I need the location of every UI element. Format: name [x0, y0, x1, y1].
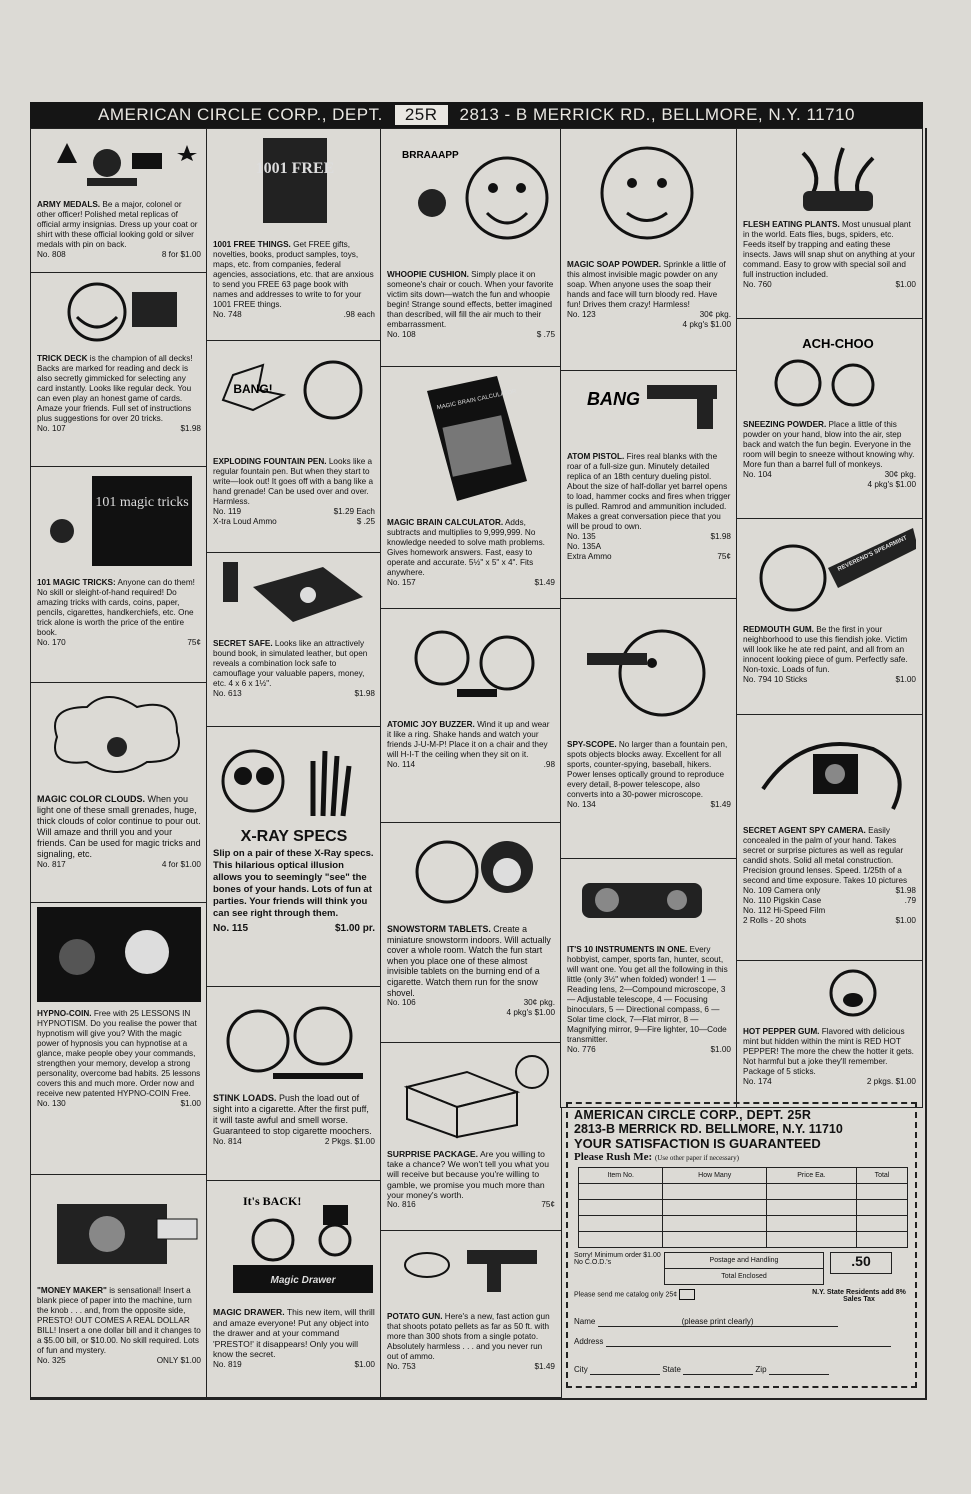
trick-deck-title: TRICK DECK	[37, 354, 88, 363]
snowstorm-title: SNOWSTORM TABLETS.	[387, 924, 491, 934]
magic-tricks-book-illustration	[37, 471, 201, 571]
soap-powder-illustration	[567, 133, 731, 253]
exploding-pen-illustration	[213, 345, 375, 450]
sneezing-powder-title: SNEEZING POWDER.	[743, 420, 827, 429]
order-form	[566, 1102, 917, 1388]
form-postage-value: .50	[830, 1252, 892, 1274]
form-state-label: State	[662, 1365, 681, 1374]
product-potato-gun	[380, 1230, 562, 1398]
product-hypno-coin	[30, 902, 208, 1176]
form-total-label: Total Enclosed	[665, 1269, 824, 1285]
magic-tricks-no: No. 170	[37, 638, 66, 647]
exploding-pen-art: BANG!	[233, 382, 273, 396]
sneezing-powder-text: Place a little of this powder on your hand, blow into the air, step back and watch the fun begin. Everyone in the room will begin to sneeze without knowing why. More fun than a barrel full of monkeys.	[743, 420, 915, 469]
xray-specs-price: $1.00 pr.	[334, 923, 375, 934]
money-maker-price: ONLY $1.00	[156, 1356, 201, 1365]
product-magic-color-clouds	[30, 682, 208, 904]
atom-pistol-ammo-no: No. 135A	[567, 542, 602, 551]
calculator-illustration	[387, 371, 555, 511]
product-whoopie-cushion	[380, 128, 562, 368]
flesh-plant-no: No. 760	[743, 280, 772, 289]
hot-pepper-gum-illustration	[743, 965, 916, 1020]
potato-gun-illustration	[387, 1235, 555, 1305]
hypno-coin-text: Free with 25 LESSONS IN HYPNOTISM. Do you realise the power that hypnotism will give you? With the magic power of hypnosis you can hypnotise at a glance, make people obey your commands, strengthen your memory, develop a strong personality, overcome bad habits. 25 lessons covers this and much more. Order now and receive new patented HYPNO-COIN Free.	[37, 1009, 201, 1098]
free-things-art: 1001 FREE	[255, 160, 335, 177]
snowstorm-price-2: 4 pkg's $1.00	[506, 1008, 555, 1018]
color-clouds-text: When you light one of these small grenades, huge, thick clouds of color continue to pour out. Will amaze and thrill you and your friends. Can be used for magic tricks and signaling, etc.	[37, 794, 201, 859]
trick-deck-illustration	[37, 277, 201, 347]
product-1001-free-things	[206, 128, 382, 342]
surprise-package-illustration	[387, 1047, 555, 1142]
spy-scope-no: No. 134	[567, 800, 596, 809]
product-magic-drawer	[206, 1180, 382, 1398]
spy-camera-text: Easily concealed in the palm of your hand. Takes secret or surprise pictures as well as regular candid shots. Solid all metal construction. Precision ground lenses. Speed. 1/25th of a second and time exposure. Takes 10 pictures	[743, 826, 908, 885]
money-maker-no: No. 325	[37, 1356, 66, 1365]
secret-safe-no: No. 613	[213, 689, 242, 698]
order-row[interactable]	[579, 1232, 908, 1248]
calculator-price: $1.49	[534, 578, 555, 587]
exploding-pen-text: Looks like a regular fountain pen. But when they start to write—look out! It goes off with a bang like a hand grenade! Can be used over and over. Harmless.	[213, 457, 374, 506]
stink-loads-no: No. 814	[213, 1137, 242, 1146]
product-trick-deck	[30, 272, 208, 468]
form-zip-label: Zip	[755, 1365, 767, 1374]
secret-safe-title: SECRET SAFE.	[213, 639, 273, 648]
order-row[interactable]	[579, 1184, 908, 1200]
product-sneezing-powder	[736, 318, 923, 520]
whoopie-cushion-art: BRRAAAPP	[402, 150, 459, 161]
free-things-text: Get FREE gifts, novelties, books, product samples, toys, maps, etc. from companies, federal agencies, associations, etc. that are anxious to send you FREE 63 page book with names and addresses to write to for your 1001 FREE things.	[213, 240, 374, 309]
calculator-no: No. 157	[387, 578, 416, 587]
potato-gun-title: POTATO GUN.	[387, 1312, 443, 1321]
calculator-text: Adds, subtracts and multiplies to 9,999,999. No knowledge needed to solve math problems. Gives homework answers. Fast, easy to operate and accurate. 5½" x 5" x 4". Fits anywhere.	[387, 518, 545, 577]
hot-pepper-gum-no: No. 174	[743, 1077, 772, 1086]
product-secret-safe	[206, 552, 382, 728]
redmouth-gum-price: $1.00	[895, 675, 916, 684]
flesh-eating-plant-illustration	[743, 133, 916, 213]
magic-tricks-price: 75¢	[187, 638, 201, 647]
redmouth-gum-illustration	[743, 523, 916, 618]
potato-gun-no: No. 753	[387, 1362, 416, 1371]
instruments-illustration	[567, 863, 731, 938]
surprise-package-text: Are you willing to take a chance? We won't tell you what you will receive but because you're willing to gamble, we promise you much more than your money's worth.	[387, 1149, 549, 1200]
surprise-package-title: SURPRISE PACKAGE.	[387, 1149, 479, 1159]
product-magic-brain-calculator	[380, 366, 562, 610]
soap-powder-no: No. 123	[567, 310, 596, 319]
calculator-art: MAGIC BRAIN CALCULATOR	[436, 388, 518, 412]
spy-camera-film-no: No. 112 Hi-Speed Film	[743, 906, 826, 915]
name-field[interactable]	[598, 1317, 838, 1327]
sneezing-powder-no: No. 104	[743, 470, 772, 479]
sneezing-powder-illustration	[743, 323, 916, 413]
form-tax: N.Y. State Residents add 8% Sales Tax	[812, 1289, 906, 1303]
atom-pistol-illustration	[567, 375, 731, 445]
calculator-title: MAGIC BRAIN CALCULATOR.	[387, 518, 504, 527]
potato-gun-text: Here's a new, fast action gun that shoots potato pellets as far as 50 ft. with more than 300 shots from a single potato. Absolutely harmless . . . and you never run out of ammo.	[387, 1312, 550, 1361]
whoopie-cushion-no: No. 108	[387, 330, 416, 339]
color-clouds-title: MAGIC COLOR CLOUDS.	[37, 794, 145, 804]
order-table	[578, 1167, 908, 1248]
soap-powder-title: MAGIC SOAP POWDER.	[567, 260, 662, 269]
money-maker-title: "MONEY MAKER"	[37, 1286, 107, 1295]
form-rush: Please Rush Me:	[574, 1151, 653, 1163]
magic-tricks-title: 101 MAGIC TRICKS:	[37, 578, 116, 587]
address-field[interactable]	[606, 1337, 891, 1347]
spy-camera-illustration	[743, 719, 916, 819]
flesh-plant-title: FLESH EATING PLANTS.	[743, 220, 840, 229]
xray-specs-illustration	[213, 731, 375, 821]
joy-buzzer-no: No. 114	[387, 760, 416, 769]
order-col-price: Price Ea.	[766, 1168, 856, 1184]
product-hot-pepper-gum	[736, 960, 923, 1108]
spy-camera-film-price: $1.00	[895, 916, 916, 925]
hypno-coin-illustration	[37, 907, 201, 1002]
stink-loads-text: Push the load out of sight into a cigarette. After the first puff, it will taste awful and smell worse. Guaranteed to stop cigarette moochers.	[213, 1093, 372, 1136]
atom-pistol-no: No. 135	[567, 532, 596, 541]
snowstorm-illustration	[387, 827, 555, 917]
zip-field[interactable]	[769, 1365, 829, 1375]
redmouth-gum-title: REDMOUTH GUM.	[743, 625, 814, 634]
stink-loads-title: STINK LOADS.	[213, 1093, 277, 1103]
joy-buzzer-price: .98	[543, 760, 555, 769]
sneezing-powder-price: 30¢ pkg.	[884, 470, 916, 479]
army-medals-title: ARMY MEDALS.	[37, 200, 101, 209]
army-medals-no: No. 808	[37, 250, 66, 259]
form-address-label: Address	[574, 1337, 604, 1346]
army-medals-illustration	[37, 133, 201, 193]
company-address: 2813 - B MERRICK RD., BELLMORE, N.Y. 11710	[459, 105, 855, 124]
instruments-text: Every hobbyist, camper, sports fan, hunter, scout, will want one. You get all the following in this little (only 3½" when folded) wonder! 1 — Reading lens, 2—Compound microscope, 3 — Adjustable telescope, 4 — Focusing binoculars, 5 — Directional compass, 6 — Solar time clock, 7—Flat mirror, 8 —Magnifying mirror, 9—Fire lighter, 10—Code transmitter.	[567, 945, 728, 1044]
magic-drawer-title: MAGIC DRAWER.	[213, 1307, 285, 1317]
soap-powder-price-2: 4 pkg's $1.00	[682, 320, 731, 329]
order-col-item: Item No.	[579, 1168, 663, 1184]
surprise-package-no: No. 816	[387, 1200, 416, 1210]
army-medals-price: 8 for $1.00	[161, 250, 201, 259]
spy-camera-film-rolls: 2 Rolls - 20 shots	[743, 916, 807, 925]
hot-pepper-gum-text: Flavored with delicious mint but hidden within the mint is RED HOT PEPPER! The more the chew the hotter it gets. Not harmful but a joke they'll remember. Package of 5 sticks.	[743, 1027, 914, 1076]
form-name-label: Name	[574, 1317, 596, 1326]
spy-scope-price: $1.49	[710, 800, 731, 809]
order-col-total: Total	[856, 1168, 907, 1184]
spy-camera-price: $1.98	[895, 886, 916, 895]
redmouth-gum-text: Be the first in your neighborhood to use this fiendish joke. Victim will look like he ate red paint, and all from an innocent looking piece of gum. Perfectly safe. Non-toxic. Loads of fun.	[743, 625, 908, 674]
money-maker-text: is sensational! Insert a blank piece of paper into the machine, turn the knob . . . and, from the opposite side, PRESTO! OUT COMES A REAL DOLLAR BILL! Insert a one dollar bill and it changes to a $5.00 bill, or $10.00. No skill required. Lots of fun and mystery.	[37, 1286, 201, 1355]
xray-specs-no: No. 115	[213, 923, 249, 934]
snowstorm-text: Create a miniature snowstorm indoors. Will actually cover a whole room. Watch the fun start when you place one of these almost invisible tablets on the burning end of a cigarette. Watch them run for the snow shovel.	[387, 924, 551, 998]
product-atom-pistol	[560, 370, 738, 600]
form-company: AMERICAN CIRCLE CORP., DEPT. 25R	[574, 1108, 812, 1122]
whoopie-cushion-title: WHOOPIE CUSHION.	[387, 270, 469, 279]
hot-pepper-gum-price: 2 pkgs. $1.00	[866, 1077, 916, 1086]
state-field[interactable]	[683, 1365, 753, 1375]
product-stink-loads	[206, 986, 382, 1182]
spy-camera-case-no: No. 110 Pigskin Case	[743, 896, 822, 905]
magic-drawer-art-2: Magic Drawer	[270, 1275, 336, 1286]
whoopie-cushion-price: $ .75	[536, 330, 555, 339]
snowstorm-price: 30¢ pkg.	[523, 998, 555, 1008]
form-minimum: Sorry! Minimum order $1.00	[574, 1252, 661, 1259]
form-catalog: Please send me catalog only 25¢	[574, 1291, 678, 1299]
atom-pistol-ammo-price: 75¢	[717, 552, 731, 561]
exploding-pen-no: No. 119	[213, 507, 242, 516]
spy-camera-case-price: .79	[904, 896, 916, 905]
secret-safe-text: Looks like an attractively bound book, in simulated leather, but open reveals a combination lock safe to camouflage your valuable papers, money, etc. 4 x 6 x 1½".	[213, 639, 368, 688]
instruments-price: $1.00	[710, 1045, 731, 1054]
redmouth-gum-art: REVEREND'S SPEARMINT	[836, 535, 909, 573]
whoopie-cushion-illustration	[387, 133, 555, 263]
secret-safe-illustration	[213, 557, 375, 632]
magic-tricks-text: Anyone can do them! No skill or sleight-of-hand required! Do amazing tricks with cards, coins, paper, pencils, cigarettes, handkerchiefs, etc. One trick alone is worth the price of the entire book.	[37, 578, 195, 637]
color-clouds-no: No. 817	[37, 860, 66, 869]
ad-header	[30, 102, 923, 128]
product-magic-soap-powder	[560, 128, 738, 372]
magic-drawer-illustration	[213, 1185, 375, 1300]
free-things-title: 1001 FREE THINGS.	[213, 240, 291, 249]
hot-pepper-gum-title: HOT PEPPER GUM.	[743, 1027, 820, 1036]
atom-pistol-price: $1.98	[710, 532, 731, 541]
stink-loads-price: 2 Pkgs. $1.00	[324, 1137, 375, 1146]
form-rush-note: (Use other paper if necessary)	[654, 1154, 739, 1162]
hypno-coin-title: HYPNO-COIN.	[37, 1009, 92, 1018]
secret-safe-price: $1.98	[354, 689, 375, 698]
trick-deck-no: No. 107	[37, 424, 66, 433]
atom-pistol-art: BANG	[587, 389, 640, 409]
sneezing-powder-price-2: 4 pkg's $1.00	[867, 480, 916, 489]
atom-pistol-text: Fires real blanks with the roar of a full-size gun. Minutely detailed replica of an 18th century dueling pistol. About the size of half-dollar yet barrel opens to load, hammer cocks and fires when trigger is pulled. Ramrod and ammunition included. Makes a great conversation piece that you will be proud to own.	[567, 452, 731, 531]
spy-scope-title: SPY-SCOPE.	[567, 740, 617, 749]
joy-buzzer-title: ATOMIC JOY BUZZER.	[387, 720, 475, 729]
dept-code: 25R	[395, 105, 448, 125]
product-surprise-package	[380, 1042, 562, 1232]
color-clouds-illustration	[37, 687, 201, 787]
money-maker-illustration	[37, 1179, 201, 1279]
product-atomic-joy-buzzer	[380, 608, 562, 824]
product-spy-camera	[736, 714, 923, 962]
product-flesh-eating-plants	[736, 128, 923, 320]
xray-specs-title: X-RAY SPECS	[240, 828, 348, 845]
product-money-maker	[30, 1174, 208, 1398]
joy-buzzer-text: Wind it up and wear it like a ring. Shake hands and watch your friends J-U-M-P! Place it on a chair and they will H-I-T the ceiling when they sit on it.	[387, 720, 550, 759]
flesh-plant-price: $1.00	[895, 280, 916, 289]
city-field[interactable]	[590, 1365, 660, 1375]
soap-powder-text: Sprinkle a little of this almost invisible magic powder on any soap. When anyone uses the soap their hands and face will turn bloody red. Have fun! Drives them crazy! Harmless!	[567, 260, 726, 309]
flesh-plant-text: Most unusual plant in the world. Eats flies, bugs, spiders, etc. Feeds itself by trapping and eating these insects. Jaws will snap shut on anything at your command. Easy to grow with special soil and full instruction included.	[743, 220, 916, 279]
trick-deck-text: is the champion of all decks! Backs are marked for reading and deck is also secretly gimmicked for selecting any card instantly. Looks like regular deck. You can even play an honest game of cards. Amaze your friends. Full set of instructions plus suggestions for over 20 tricks.	[37, 354, 193, 423]
trick-deck-price: $1.98	[180, 424, 201, 433]
product-army-medals	[30, 128, 208, 274]
hypno-coin-no: No. 130	[37, 1099, 66, 1108]
product-10-instruments	[560, 858, 738, 1108]
form-no-cod: No C.O.D.'s	[574, 1259, 612, 1266]
magic-drawer-text: This new item, will thrill and amaze everyone! Put any object into the drawer and at your command 'PRESTO!' it disappears! Only you will know the secret.	[213, 1307, 375, 1359]
exploding-pen-ammo-no: X-tra Loud Ammo	[213, 517, 277, 526]
sneezing-powder-art: ACH-CHOO	[802, 336, 874, 351]
product-xray-specs	[206, 726, 382, 988]
form-guarantee: YOUR SATISFACTION IS GUARANTEED	[574, 1136, 821, 1151]
spy-scope-text: No larger than a fountain pen, spots objects blocks away. Excellent for all sports, counter-spying, baseball, hikers. Power lenses optically ground to reproduce every detail, 8-power telescope, also converts into a 30-power microscope.	[567, 740, 728, 799]
free-things-no: No. 748	[213, 310, 242, 319]
potato-gun-price: $1.49	[534, 1362, 555, 1371]
xray-specs-text: Slip on a pair of these X-Ray specs. This hilarious optical illusion allows you to seemingly "see" the bones of your hands. Lots of fun at parties. Your friends will think you can see right through them.	[213, 848, 374, 919]
order-row[interactable]	[579, 1216, 908, 1232]
exploding-pen-title: EXPLODING FOUNTAIN PEN.	[213, 457, 327, 466]
magic-drawer-no: No. 819	[213, 1359, 242, 1369]
exploding-pen-ammo-price: $ .25	[356, 517, 375, 526]
product-snowstorm-tablets	[380, 822, 562, 1044]
stink-loads-illustration	[213, 991, 375, 1086]
product-exploding-pen	[206, 340, 382, 554]
exploding-pen-price: $1.29 Each	[333, 507, 375, 516]
free-things-price: .98 each	[343, 310, 375, 319]
snowstorm-no: No. 106	[387, 998, 416, 1008]
catalog-checkbox[interactable]	[679, 1289, 695, 1300]
soap-powder-price: 30¢ pkg.	[699, 310, 731, 319]
instruments-no: No. 776	[567, 1045, 596, 1054]
joy-buzzer-illustration	[387, 613, 555, 713]
spy-camera-title: SECRET AGENT SPY CAMERA.	[743, 826, 866, 835]
army-medals-text: Be a major, colonel or other officer! Polished metal replicas of official army insignias. Dress up your coat or shirt with these official looking gold or silver medals with pin on back.	[37, 200, 198, 249]
company-name: AMERICAN CIRCLE CORP., DEPT.	[98, 105, 383, 124]
form-print-hint: (please print clearly)	[681, 1317, 754, 1326]
product-spy-scope	[560, 598, 738, 860]
product-redmouth-gum	[736, 518, 923, 716]
order-row[interactable]	[579, 1200, 908, 1216]
form-city-label: City	[574, 1365, 588, 1374]
atom-pistol-title: ATOM PISTOL.	[567, 452, 625, 461]
form-address: 2813-B MERRICK RD. BELLMORE, N.Y. 11710	[574, 1122, 843, 1136]
color-clouds-price: 4 for $1.00	[161, 860, 201, 869]
atom-pistol-ammo-label: Extra Ammo	[567, 552, 612, 561]
spy-camera-no: No. 109 Camera only	[743, 886, 821, 895]
hypno-coin-price: $1.00	[180, 1099, 201, 1108]
magic-drawer-price: $1.00	[354, 1359, 375, 1369]
magic-drawer-art: It's BACK!	[243, 1194, 302, 1208]
spy-scope-illustration	[567, 603, 731, 733]
magic-tricks-book-art: 101 magic tricks	[95, 495, 189, 510]
instruments-title: IT'S 10 INSTRUMENTS IN ONE.	[567, 945, 688, 954]
form-postage-label: Postage and Handling	[665, 1253, 824, 1269]
surprise-package-price: 75¢	[541, 1200, 555, 1210]
product-101-magic-tricks	[30, 466, 208, 684]
free-things-illustration	[213, 133, 375, 233]
order-col-how-many: How Many	[663, 1168, 766, 1184]
redmouth-gum-no: No. 794 10 Sticks	[743, 675, 808, 684]
whoopie-cushion-text: Simply place it on someone's chair or couch. When your favorite victim sits down—watch the fun and whoopie begin! Strange sound effects, better imagined than described, will fill the air much to their embarrassment.	[387, 270, 554, 329]
